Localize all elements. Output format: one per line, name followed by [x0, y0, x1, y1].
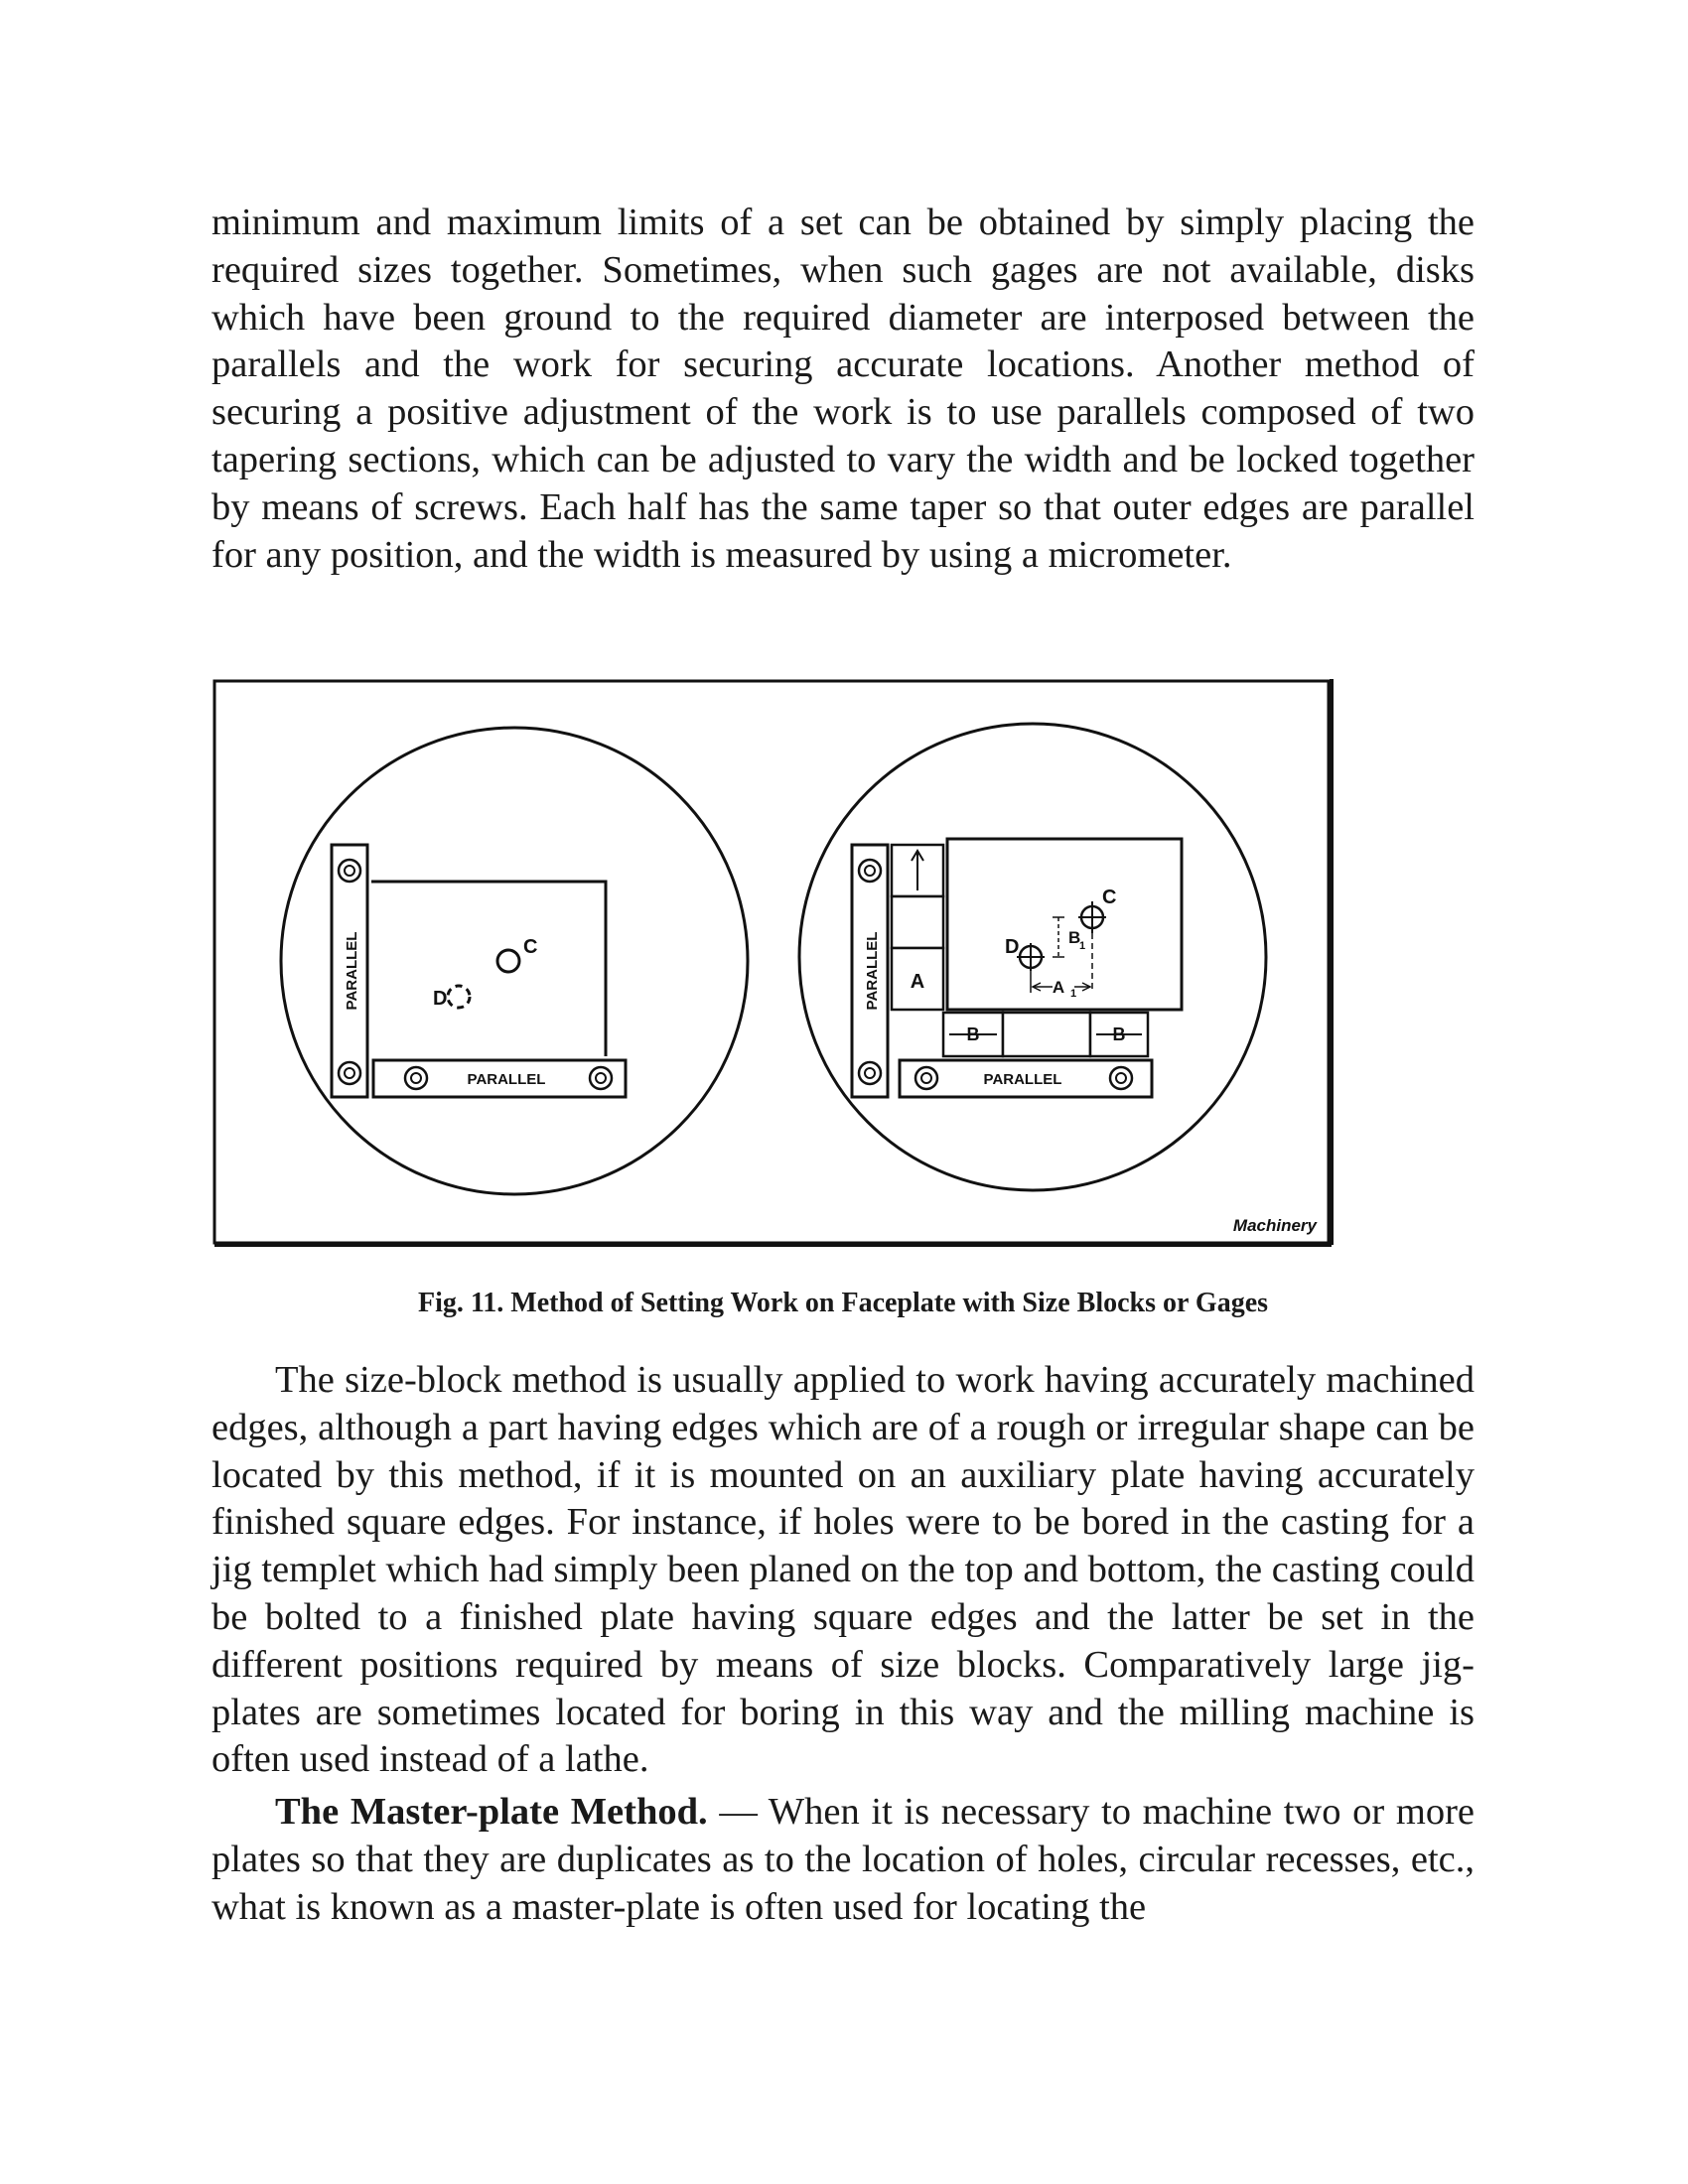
- machinery-watermark: Machinery: [1232, 1216, 1317, 1235]
- hole-d-left: [448, 986, 470, 1008]
- left-vertical-parallel-label: PARALLEL: [344, 931, 360, 1011]
- size-block-b-middle: [1003, 1013, 1090, 1056]
- label-b-left: B: [966, 1024, 980, 1044]
- paragraph-group: [211, 1357, 1475, 1932]
- master-plate-heading: The Master-plate Method.: [275, 1791, 708, 1834]
- label-a-block: A: [910, 971, 925, 993]
- faceplate-diagram: [212, 677, 1335, 1253]
- label-d-left: D: [433, 988, 448, 1010]
- left-horizontal-parallel-label: PARALLEL: [467, 1071, 546, 1088]
- right-horizontal-parallel-label: PARALLEL: [983, 1071, 1062, 1088]
- right-vertical-parallel-label: PARALLEL: [864, 931, 881, 1011]
- right-faceplate: [799, 724, 1266, 1190]
- figure-caption: Fig. 11. Method of Setting Work on Faceplate with Size Blocks or Gages: [417, 1288, 1269, 1318]
- left-workpiece: [371, 882, 606, 1056]
- label-b1-subscript: 1: [1079, 940, 1086, 952]
- left-faceplate: [281, 728, 748, 1194]
- figure-11: [212, 677, 1335, 1253]
- label-c-right: C: [1102, 887, 1117, 908]
- paragraph-intro-text: minimum and maximum limits of a set can be obtained by simply placing the required sizes together. Sometimes, when such gages are not available, disks which have been ground to the required diameter are interposed between the parallels and the work for securing accurate locations. Another method of securing a positive adjustment of the work is to use parallels composed of two tapering sections, which can be adjusted to vary the width and be locked together by means of screws. Each half has the same taper so that outer edges are parallel for any position, and the width is measured by using a micrometer.: [211, 202, 1475, 576]
- label-b-right: B: [1112, 1024, 1126, 1044]
- paragraph-size-block: The size-block method is usually applied to work having accurately machined edges, although a part having edges which are of a rough or irregular shape can be located by this method, if it is mounted on an auxiliary plate having accurately finished square edges. For instance, if holes were to be bored in the casting for a jig templet which had simply been planed on the top and bottom, the casting could be bolted to a finished plate having square edges and the latter be set in the different positions required by means of size blocks. Comparatively large jig-plates are sometimes located for boring in this way and the milling machine is often used instead of a lathe.: [211, 1359, 1475, 1781]
- paragraph-intro: [211, 200, 1475, 579]
- label-c-left: C: [523, 936, 538, 958]
- label-d-right: D: [1005, 936, 1020, 958]
- paragraph-master-plate: [211, 1789, 1475, 1931]
- label-a1-subscript: 1: [1070, 988, 1077, 1000]
- label-b1: B: [1068, 928, 1081, 947]
- size-block-a-middle: [892, 896, 943, 948]
- master-plate-text: — When it is necessary to machine two or more plates so that they are duplicates as to the location of holes, circular recesses, etc., what is known as a master-plate is often used for locating the: [211, 1791, 1475, 1928]
- label-a1: A: [1052, 978, 1065, 997]
- hole-c-left: [497, 950, 519, 972]
